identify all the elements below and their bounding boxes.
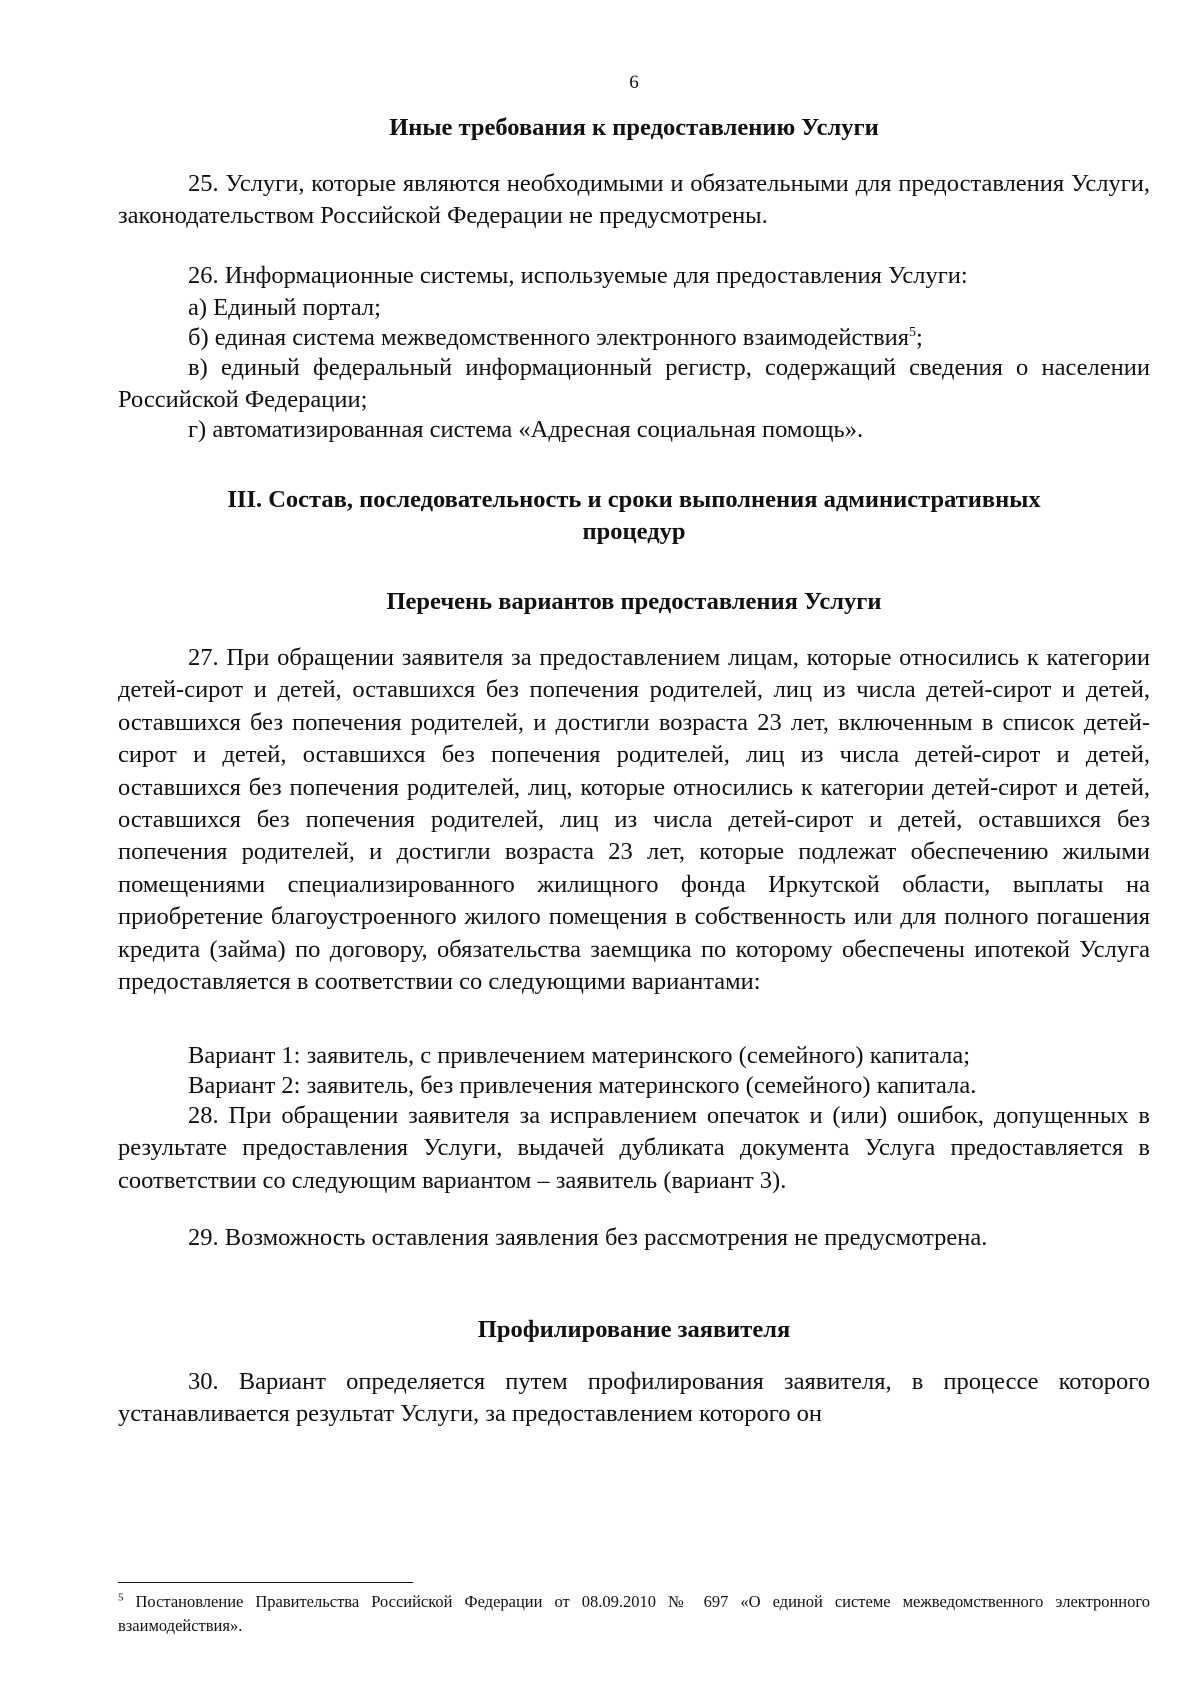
footnote-5 <box>118 1590 1150 1638</box>
list-item-a: а) Единый портал; <box>188 294 381 321</box>
footnote-number: 5 <box>118 1591 124 1604</box>
footnote-divider <box>118 1582 413 1583</box>
heading-applicant-profiling: Профилирование заявителя <box>477 1316 791 1343</box>
list-item-b-text: б) единая система межведомственного электронного взаимодействия <box>188 324 910 351</box>
page-number: 6 <box>629 72 639 93</box>
paragraph-29: 29. Возможность оставления заявления без рассмотрения не предусмотрена. <box>188 1224 988 1251</box>
paragraph-28: 28. При обращении заявителя за исправлением опечаток и (или) ошибок, допущенных в результате предоставления Услуги, выдачей дубликата документа Услуга предоставляется в соответствии со следующим вариантом – заявитель (вариант 3). <box>118 1102 1150 1194</box>
variant-1: Вариант 1: заявитель, с привлечением материнского (семейного) капитала; <box>188 1042 971 1069</box>
footnote-text: Постановление Правительства Российской Федерации от 08.09.2010 № 697 «О единой системе межведомственного электронного взаимодействия». <box>118 1592 1150 1635</box>
heading-other-requirements: Иные требования к предоставлению Услуги <box>389 114 879 141</box>
heading-variants-list: Перечень вариантов предоставления Услуги <box>386 588 882 615</box>
paragraph-26: 26. Информационные системы, используемые для предоставления Услуги: <box>188 262 968 289</box>
list-item-v: в) единый федеральный информационный регистр, содержащий сведения о населении Российской Федерации; <box>118 354 1150 414</box>
list-item-b <box>118 322 1150 354</box>
paragraph-30: 30. Вариант определяется путем профилирования заявителя, в процессе которого устанавливается результат Услуги, за предоставлением которого он <box>118 1368 1150 1428</box>
paragraph-25: 25. Услуги, которые являются необходимыми и обязательными для предоставления Услуги, законодательством Российской Федерации не предусмотрены. <box>118 170 1150 230</box>
list-item-b-end: ; <box>916 324 923 351</box>
heading-section-3: III. Состав, последовательность и сроки выполнения административных процедур <box>227 486 1041 545</box>
paragraph-27: 27. При обращении заявителя за предоставлением лицам, которые относились к категории детей-сирот и детей, оставшихся без попечения родителей, лиц из числа детей-сирот и детей, оставшихся без попечения родителей, и достигли возраста 23 лет, включенным в список детей-сирот и детей, оставшихся без попечения родителей, лиц из числа детей-сирот и детей, оставшихся без попечения родителей, лиц, которые относились к категории детей-сирот и детей, оставшихся без попечения родителей, лиц из числа детей-сирот и детей, оставшихся без попечения родителей, и достигли возраста 23 лет, которые подлежат обеспечению жилыми помещениями специализированного жилищного фонда Иркутской области, выплаты на приобретение благоустроенного жилого помещения в собственность или для полного погашения кредита (займа) по договору, обязательства заемщика по которому обеспечены ипотекой Услуга предоставляется в соответствии со следующими вариантами: <box>118 644 1150 996</box>
list-item-g: г) автоматизированная система «Адресная социальная помощь». <box>188 416 864 443</box>
variant-2: Вариант 2: заявитель, без привлечения материнского (семейного) капитала. <box>188 1072 977 1099</box>
footnote-ref-5: 5 <box>909 324 917 340</box>
